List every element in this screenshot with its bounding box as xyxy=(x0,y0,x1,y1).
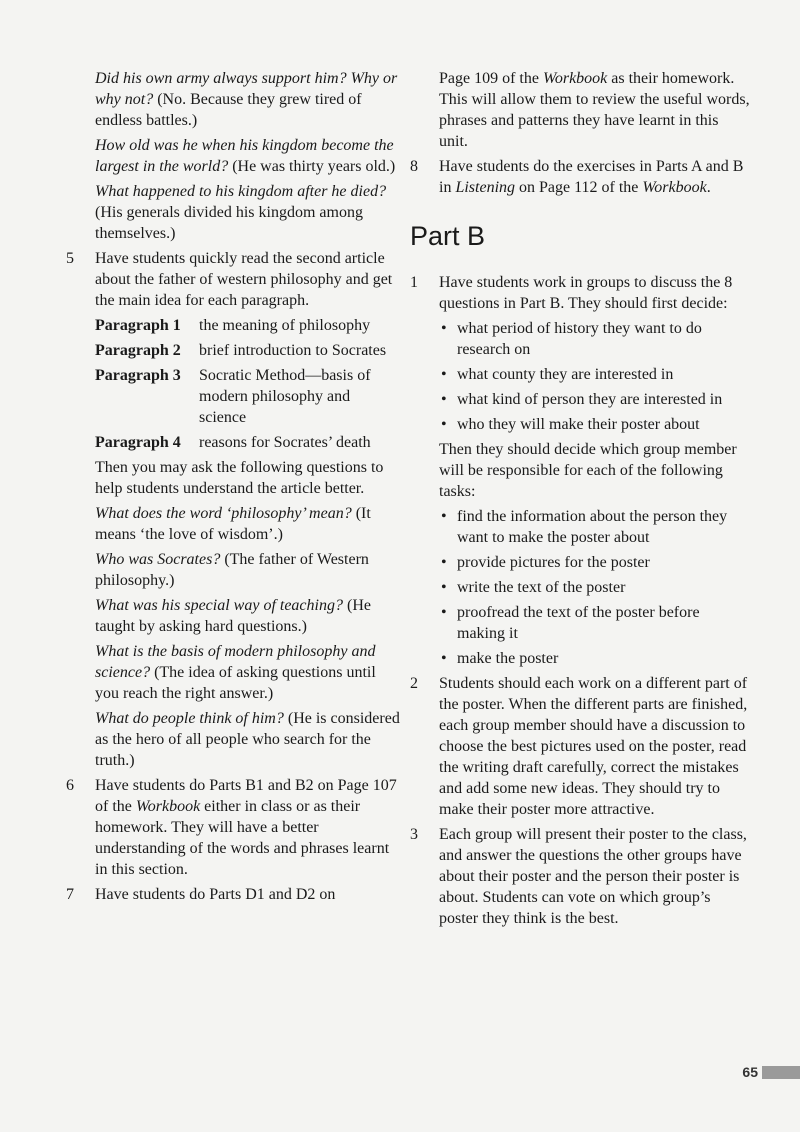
paragraph-idea: Socratic Method—basis of modern philosophy and science xyxy=(199,367,371,426)
list-item: • find the information about the person they want to make the poster about xyxy=(439,506,750,548)
step-number: 7 xyxy=(66,886,74,903)
question: Who was Socrates? xyxy=(95,551,221,568)
paragraph-row xyxy=(95,315,400,336)
left-column xyxy=(66,68,400,909)
page-footer xyxy=(742,1064,800,1080)
then-text: Then you may ask the following questions to help students understand the article better. xyxy=(95,459,384,497)
question: What was his special way of teaching? xyxy=(95,597,343,614)
qa-item xyxy=(66,708,400,771)
list-item: • what period of history they want to do research on xyxy=(439,318,750,360)
step-number: 1 xyxy=(410,274,418,291)
bullet-list-topics xyxy=(410,318,750,435)
step-5 xyxy=(66,248,400,311)
paragraph-idea: reasons for Socrates’ death xyxy=(199,434,371,451)
list-item: • make the poster xyxy=(439,648,750,669)
paragraph-row xyxy=(95,432,400,453)
list-item: • what kind of person they are interested in xyxy=(439,389,750,410)
answer: (He taught by asking hard questions.) xyxy=(95,597,371,635)
answer: (He was thirty years old.) xyxy=(228,158,396,175)
list-item: • proofread the text of the poster before making it xyxy=(439,602,750,644)
step-text: Have students do the exercises in Parts A and B in xyxy=(439,158,744,196)
step-7 xyxy=(66,884,400,905)
section-heading: Part B xyxy=(410,221,486,251)
answer: (No. Because they grew tired of endless battles.) xyxy=(95,91,362,129)
paragraph-label: Paragraph 4 xyxy=(95,434,181,451)
list-item: • provide pictures for the poster xyxy=(439,552,750,573)
step-text: . xyxy=(706,179,711,196)
list-item: • write the text of the poster xyxy=(439,577,750,598)
qa-item xyxy=(66,68,400,131)
step-8 xyxy=(410,156,750,198)
step-1 xyxy=(410,272,750,314)
step-3 xyxy=(410,824,750,929)
answer: (The father of Western philosophy.) xyxy=(95,551,369,589)
answer: (It means ‘the love of wisdom’.) xyxy=(95,505,371,543)
paragraph-idea: the meaning of philosophy xyxy=(199,317,371,334)
step-7-continued xyxy=(410,68,750,152)
list-item: • what county they are interested in xyxy=(439,364,750,385)
answer: (His generals divided his kingdom among themselves.) xyxy=(95,204,363,242)
step-text: Have students do Parts D1 and D2 on xyxy=(95,886,336,903)
question: What is the basis of modern philosophy and science? xyxy=(95,643,376,681)
paragraph-idea: brief introduction to Socrates xyxy=(199,342,387,359)
page-number-bar xyxy=(762,1066,800,1079)
workbook-title: Workbook xyxy=(642,179,707,196)
paragraph-label: Paragraph 2 xyxy=(95,342,181,359)
question: What does the word ‘philosophy’ mean? xyxy=(95,505,352,522)
qa-item xyxy=(66,503,400,545)
paragraph-label: Paragraph 1 xyxy=(95,317,181,334)
step-number: 6 xyxy=(66,777,74,794)
qa-item xyxy=(66,549,400,591)
step-6 xyxy=(66,775,400,880)
answer: (The idea of asking questions until you reach the right answer.) xyxy=(95,664,376,702)
qa-item xyxy=(66,135,400,177)
step-text: Students should each work on a different part of the poster. When the different parts are finished, each group member should have a discussion to choose the best pictures used on the poster, read the writing draft carefully, correct the mistakes and add some new ideas. They should try to make their poster more attractive. xyxy=(439,675,748,818)
step-2 xyxy=(410,673,750,820)
question: What happened to his kingdom after he died? xyxy=(95,183,387,200)
step-number: 2 xyxy=(410,675,418,692)
step-text: on Page 112 of the xyxy=(515,179,643,196)
answer: (He is considered as the hero of all people who search for the truth.) xyxy=(95,710,400,769)
listening-title: Listening xyxy=(455,179,516,196)
list-item: • who they will make their poster about xyxy=(439,414,750,435)
step-number: 8 xyxy=(410,158,418,175)
paragraph-label: Paragraph 3 xyxy=(95,367,181,384)
step-text: Each group will present their poster to the class, and answer the questions the other groups have about their poster and the person their poster is about. Students can vote on which group’s poster they think is the best. xyxy=(439,826,747,927)
step-text: either in class or as their homework. They will have a better understanding of the words and phrases learnt in this section. xyxy=(95,798,390,878)
step-text: Page 109 of the xyxy=(439,70,543,87)
question: What do people think of him? xyxy=(95,710,284,727)
question: Did his own army always support him? Why or why not? xyxy=(95,70,398,108)
qa-item xyxy=(66,181,400,244)
workbook-title: Workbook xyxy=(542,70,608,87)
qa-item xyxy=(66,641,400,704)
then-text: Then they should decide which group member will be responsible for each of the following tasks: xyxy=(439,441,737,500)
qa-item xyxy=(66,595,400,637)
step-text: Have students work in groups to discuss the 8 questions in Part B. They should first decide: xyxy=(439,274,733,312)
step-number: 5 xyxy=(66,250,74,267)
question: How old was he when his kingdom become the largest in the world? xyxy=(95,137,394,175)
paragraph-row xyxy=(95,365,400,428)
page-number: 65 xyxy=(742,1064,758,1080)
step-number: 3 xyxy=(410,826,418,843)
step-text: Have students do Parts B1 and B2 on Page 107 of the xyxy=(95,777,397,815)
workbook-title: Workbook xyxy=(135,798,201,815)
paragraph-row xyxy=(95,340,400,361)
step-text: as their homework. This will allow them to review the useful words, phrases and patterns they have learnt in this unit. xyxy=(439,70,750,150)
bullet-list-tasks xyxy=(410,506,750,669)
right-column xyxy=(410,68,750,933)
step-text: Have students quickly read the second article about the father of western philosophy and get the main idea for each paragraph. xyxy=(95,250,393,309)
